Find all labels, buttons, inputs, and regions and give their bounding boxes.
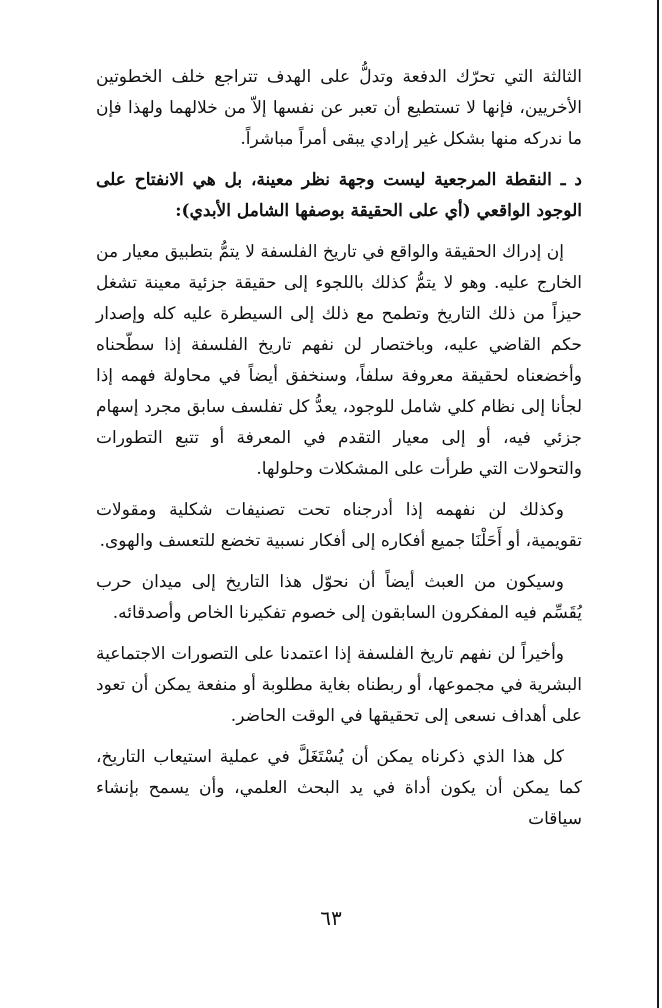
page-edge-line: [657, 0, 659, 1008]
page-number: ٦٣: [320, 906, 342, 930]
paragraph: وكذلك لن نفهمه إذا أدرجناه تحت تصنيفات شكلية ومقولات تقويمية، أو أَحَلْنَا جميع أفكاره إلى أفكار نسبية تخضع للتعسف والهوى.: [96, 500, 582, 551]
paragraph: وأخيراً لن نفهم تاريخ الفلسفة إذا اعتمدنا على التصورات الاجتماعية البشرية في مجموعها، أو ربطناه بغاية مطلوبة أو منفعة يمكن أن تعود على أهداف نسعى إلى تحقيقها في الوقت الحاضر.: [96, 644, 582, 726]
page-body: [96, 62, 582, 845]
paragraph-continuation: الثالثة التي تحرّك الدفعة وتدلُّ على الهدف تتراجع خلف الخطوتين الأخريين، فإنها لا تستطيع أن تعبر عن نفسها إلاّ من خلالهما ولهذا فإن ما ندركه منها بشكل غير إرادي يبقى أمراً مباشراً.: [96, 67, 582, 149]
section-heading-d: د ـ النقطة المرجعية ليست وجهة نظر معينة، بل هي الانفتاح على الوجود الواقعي (أي على الحقيقة بوصفها الشامل الأبدي):: [96, 170, 582, 221]
paragraph: إن إدراك الحقيقة والواقع في تاريخ الفلسفة لا يتمُّ بتطبيق معيار من الخارج عليه. وهو لا يتمُّ كذلك باللجوء إلى حقيقة جزئية معينة تشغل حيزاً من ذلك التاريخ وتطمح مع ذلك إلى السيطرة عليه كله وإصدار حكم القاضي عليه، وباختصار لن نفهم تاريخ الفلسفة إذا سطّحناه وأخضعناه لحقيقة معروفة سلفاً، وسنخفق أيضاً في محاولة فهمه إذا لجأنا إلى نظام كلي شامل للوجود، يعدُّ كل تفلسف سابق مجرد إسهام جزئي فيه، أو إلى معيار التقدم في المعرفة أو تتبع التطورات والتحولات التي طرأت على المشكلات وحلولها.: [96, 242, 582, 479]
paragraph: وسيكون من العبث أيضاً أن نحوّل هذا التاريخ إلى ميدان حرب يُقَسِّم فيه المفكرون السابقون إلى خصوم تفكيرنا الخاص وأصدقائه.: [96, 572, 582, 623]
paragraph: كل هذا الذي ذكرناه يمكن أن يُسْتَغَلَّ في عملية استيعاب التاريخ، كما يمكن أن يكون أداة في يد البحث العلمي، وأن يسمح بإنشاء سياقات: [96, 747, 582, 829]
